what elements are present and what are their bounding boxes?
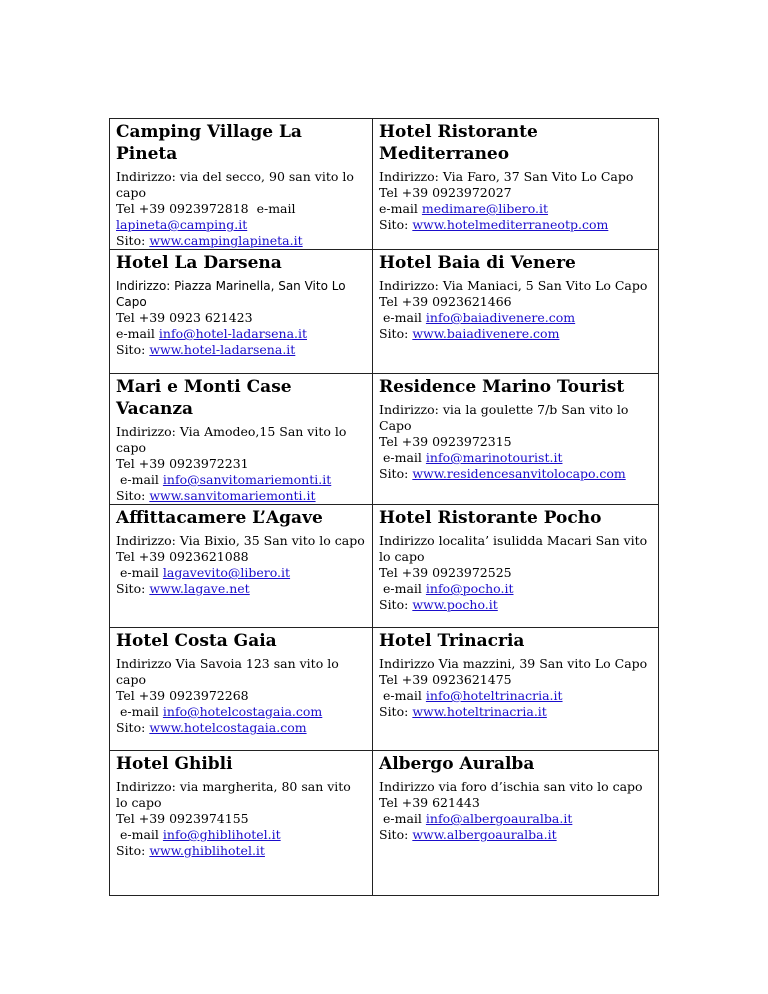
entry-email-label: e-mail xyxy=(382,310,422,325)
entry-email-row xyxy=(116,704,366,720)
entry-name: Hotel Trinacria xyxy=(379,631,525,651)
entry-email-link[interactable]: info@hotelcostagaia.com xyxy=(162,704,323,719)
entry-tel: Tel +39 0923972818 xyxy=(116,201,249,216)
entry-email-label: e-mail xyxy=(119,827,159,842)
entry-site-link[interactable]: www.lagave.net xyxy=(149,581,250,596)
entry-site-row xyxy=(379,217,652,233)
entry-email-label: e-mail xyxy=(382,450,422,465)
entry-email-link[interactable]: info@hoteltrinacria.it xyxy=(425,688,563,703)
entry-site-link[interactable]: www.hoteltrinacria.it xyxy=(412,704,547,719)
entry-tel: Tel +39 621443 xyxy=(379,795,480,810)
entry-email-row xyxy=(379,450,652,466)
hotel-directory-table xyxy=(109,118,659,896)
entry-email-row xyxy=(116,472,366,488)
entry-site-label: Sito: xyxy=(116,843,146,858)
entry-site-row xyxy=(116,843,366,859)
entry-tel: Tel +39 0923621088 xyxy=(116,549,249,564)
entry-cell xyxy=(110,628,373,751)
entry-site-label: Sito: xyxy=(379,597,409,612)
entry-address: Indirizzo: via la goulette 7/b San vito lo Capo xyxy=(379,402,633,433)
entry-address: Indirizzo localita’ isulidda Macari San vito lo capo xyxy=(379,533,652,564)
entry-site-link[interactable]: www.campinglapineta.it xyxy=(149,233,303,248)
entry-email-row xyxy=(116,326,366,342)
entry-email-label: e-mail xyxy=(256,201,296,216)
entry-site-row xyxy=(116,233,366,249)
entry-email-label: e-mail xyxy=(119,472,159,487)
entry-site-label: Sito: xyxy=(116,581,146,596)
entry-tel: Tel +39 0923621466 xyxy=(379,294,512,309)
entry-site-link[interactable]: www.residencesanvitolocapo.com xyxy=(412,466,626,481)
entry-site-label: Sito: xyxy=(379,466,409,481)
entry-cell xyxy=(110,119,373,250)
entry-email-row xyxy=(116,565,366,581)
entry-name: Hotel La Darsena xyxy=(116,253,282,273)
entry-address: Indirizzo: Piazza Marinella, San Vito Lo Capo xyxy=(116,279,350,309)
entry-site-link[interactable]: www.hotelmediterraneotp.com xyxy=(412,217,609,232)
entry-site-row xyxy=(379,466,652,482)
entry-name: Albergo Auralba xyxy=(379,754,535,774)
entry-address: Indirizzo: Via Faro, 37 San Vito Lo Capo xyxy=(379,169,634,184)
entry-site-label: Sito: xyxy=(379,217,409,232)
entry-email-row xyxy=(116,827,366,843)
entry-email-link[interactable]: info@marinotourist.it xyxy=(425,450,563,465)
entry-email-row xyxy=(116,217,366,233)
entry-email-row xyxy=(379,581,652,597)
entry-tel: Tel +39 0923 621423 xyxy=(116,310,253,325)
entry-email-link[interactable]: medimare@libero.it xyxy=(421,201,549,216)
entry-email-row xyxy=(379,310,652,326)
entry-email-label: e-mail xyxy=(119,704,159,719)
entry-tel: Tel +39 0923972231 xyxy=(116,456,249,471)
entry-cell xyxy=(110,250,373,374)
entry-cell xyxy=(373,250,659,374)
entry-address: Indirizzo: Via Bixio, 35 San vito lo capo xyxy=(116,533,365,548)
entry-site-row xyxy=(379,326,652,342)
entry-site-row xyxy=(379,827,652,843)
entry-name: Hotel Ristorante Pocho xyxy=(379,508,602,528)
entry-name: Hotel Ghibli xyxy=(116,754,233,774)
entry-email-link[interactable]: info@hotel-ladarsena.it xyxy=(158,326,308,341)
entry-tel: Tel +39 0923972027 xyxy=(379,185,512,200)
entry-cell xyxy=(373,505,659,628)
entry-site-link[interactable]: www.hotel-ladarsena.it xyxy=(149,342,296,357)
entry-cell xyxy=(110,505,373,628)
entry-email-label: e-mail xyxy=(116,326,155,341)
entry-email-label: e-mail xyxy=(382,811,422,826)
entry-cell xyxy=(373,119,659,250)
entry-site-row xyxy=(116,488,366,504)
entry-email-label: e-mail xyxy=(382,581,422,596)
entry-name: Residence Marino Tourist xyxy=(379,377,625,397)
entry-cell xyxy=(110,751,373,896)
entry-email-row xyxy=(379,688,652,704)
entry-cell xyxy=(373,374,659,505)
entry-tel: Tel +39 0923972525 xyxy=(379,565,512,580)
entry-email-link[interactable]: info@sanvitomariemonti.it xyxy=(162,472,332,487)
entry-email-link[interactable]: info@pocho.it xyxy=(425,581,514,596)
entry-address: Indirizzo: via del secco, 90 san vito lo capo xyxy=(116,169,358,200)
entry-email-label: e-mail xyxy=(379,201,418,216)
entry-site-link[interactable]: www.albergoauralba.it xyxy=(412,827,557,842)
entry-tel: Tel +39 0923972268 xyxy=(116,688,249,703)
entry-address: Indirizzo: Via Maniaci, 5 San Vito Lo Capo xyxy=(379,278,648,293)
entry-site-label: Sito: xyxy=(116,488,146,503)
entry-email-row xyxy=(379,811,652,827)
entry-name: Hotel Baia di Venere xyxy=(379,253,576,273)
entry-site-link[interactable]: www.pocho.it xyxy=(412,597,498,612)
entry-address: Indirizzo Via Savoia 123 san vito lo capo xyxy=(116,656,343,687)
entry-address: Indirizzo Via mazzini, 39 San vito Lo Capo xyxy=(379,656,648,671)
entry-cell xyxy=(373,628,659,751)
entry-email-row xyxy=(379,201,652,217)
entry-email-link[interactable]: info@albergoauralba.it xyxy=(425,811,573,826)
entry-address: Indirizzo: Via Amodeo,15 San vito lo capo xyxy=(116,424,351,455)
entry-email-link[interactable]: lapineta@camping.it xyxy=(116,217,248,232)
entry-cell xyxy=(110,374,373,505)
entry-cell xyxy=(373,751,659,896)
entry-email-label: e-mail xyxy=(382,688,422,703)
entry-name: Camping Village La Pineta xyxy=(116,122,302,164)
entry-name: Hotel Costa Gaia xyxy=(116,631,277,651)
entry-site-row xyxy=(116,342,366,358)
entry-site-row xyxy=(379,704,652,720)
entry-site-link[interactable]: www.ghiblihotel.it xyxy=(149,843,265,858)
entry-site-label: Sito: xyxy=(379,827,409,842)
entry-site-label: Sito: xyxy=(379,326,409,341)
entry-site-link[interactable]: www.baiadivenere.com xyxy=(412,326,560,341)
entry-tel: Tel +39 0923972315 xyxy=(379,434,512,449)
entry-site-row xyxy=(379,597,652,613)
entry-email-label: e-mail xyxy=(119,565,159,580)
entry-site-link[interactable]: www.hotelcostagaia.com xyxy=(149,720,307,735)
entry-email-link[interactable]: info@baiadivenere.com xyxy=(425,310,576,325)
entry-tel: Tel +39 0923621475 xyxy=(379,672,512,687)
entry-site-label: Sito: xyxy=(379,704,409,719)
entry-site-label: Sito: xyxy=(116,720,146,735)
entry-tel: Tel +39 0923974155 xyxy=(116,811,249,826)
entry-site-label: Sito: xyxy=(116,233,146,248)
entry-name: Mari e Monti Case Vacanza xyxy=(116,377,292,419)
entry-site-row xyxy=(116,720,366,736)
entry-email-link[interactable]: info@ghiblihotel.it xyxy=(162,827,281,842)
entry-site-label: Sito: xyxy=(116,342,146,357)
entry-site-link[interactable]: www.sanvitomariemonti.it xyxy=(149,488,316,503)
entry-address: Indirizzo via foro d’ischia san vito lo capo xyxy=(379,779,643,794)
entry-name: Hotel Ristorante Mediterraneo xyxy=(379,122,538,164)
entry-tel-row xyxy=(116,201,366,217)
entry-email-link[interactable]: lagavevito@libero.it xyxy=(162,565,291,580)
entry-name: Affittacamere L’Agave xyxy=(116,508,323,528)
entry-address: Indirizzo: via margherita, 80 san vito lo capo xyxy=(116,779,355,810)
entry-site-row xyxy=(116,581,366,597)
